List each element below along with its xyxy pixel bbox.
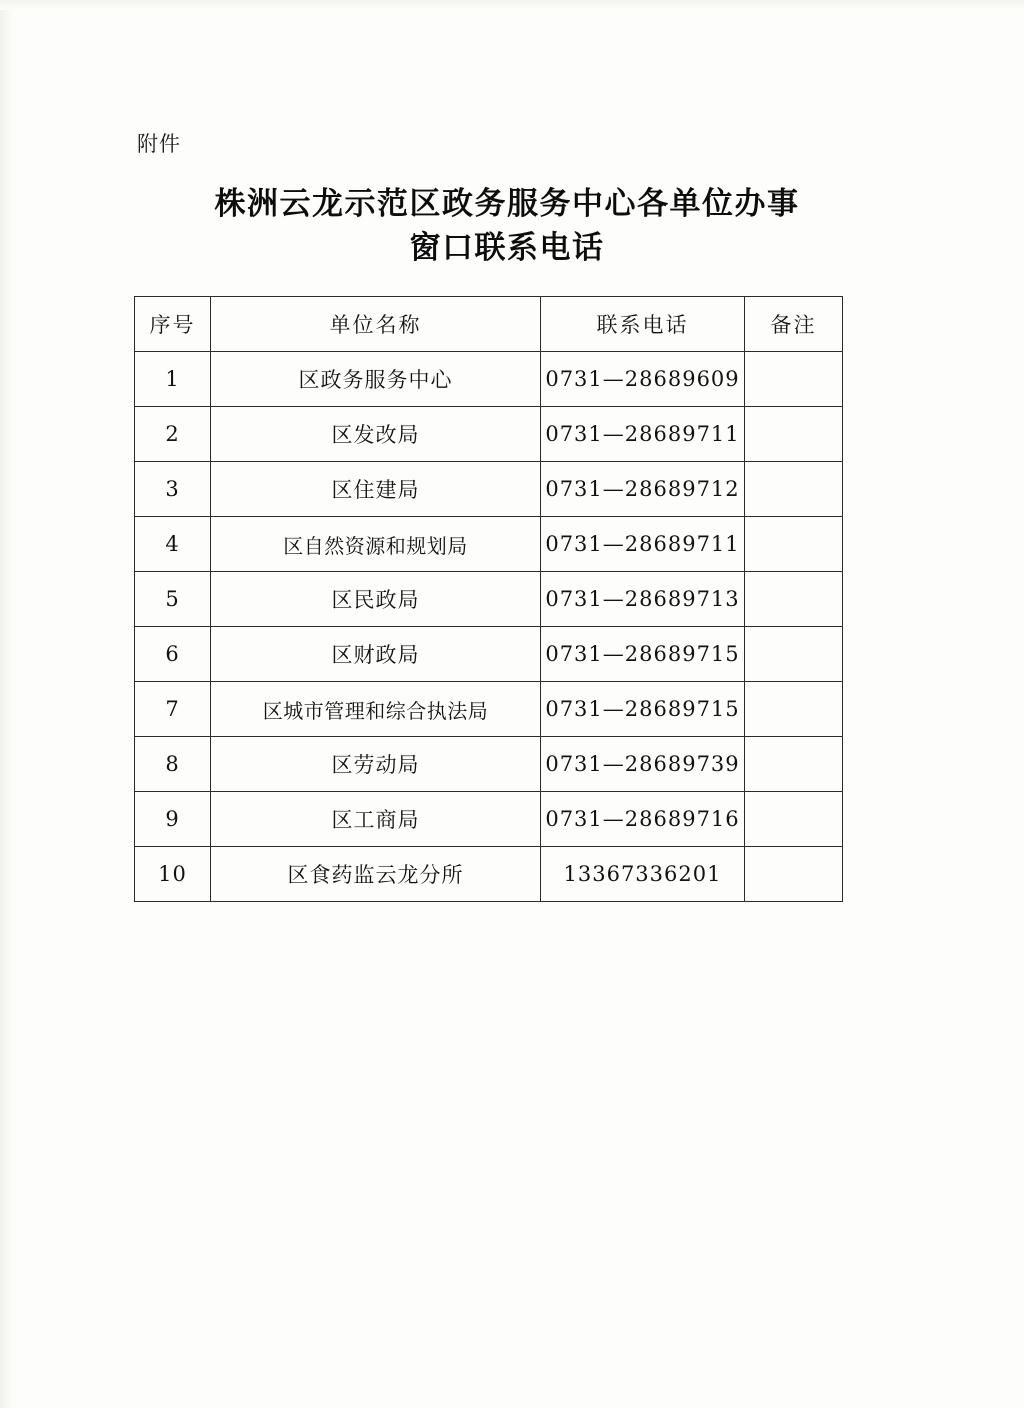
cell-note bbox=[745, 517, 843, 572]
table-row bbox=[135, 792, 843, 847]
scan-edge-top bbox=[0, 0, 1024, 10]
cell-note bbox=[745, 352, 843, 407]
column-header-index: 序号 bbox=[135, 297, 211, 352]
table-header bbox=[135, 297, 843, 352]
table-row bbox=[135, 352, 843, 407]
page-title-line-2: 窗口联系电话 bbox=[409, 230, 605, 267]
contact-table-container bbox=[134, 296, 842, 902]
cell-phone: 0731—28689711 bbox=[541, 407, 745, 462]
cell-index: 2 bbox=[135, 407, 211, 462]
cell-note bbox=[745, 847, 843, 902]
scan-edge-left bbox=[0, 0, 14, 1408]
cell-index: 10 bbox=[135, 847, 211, 902]
page-title bbox=[137, 182, 877, 270]
table-header-row bbox=[135, 297, 843, 352]
cell-phone: 0731—28689711 bbox=[541, 517, 745, 572]
cell-unit: 区政务服务中心 bbox=[211, 352, 541, 407]
table-body bbox=[135, 352, 843, 902]
column-header-unit: 单位名称 bbox=[211, 297, 541, 352]
cell-note bbox=[745, 572, 843, 627]
cell-index: 9 bbox=[135, 792, 211, 847]
cell-unit: 区民政局 bbox=[211, 572, 541, 627]
cell-index: 6 bbox=[135, 627, 211, 682]
cell-phone: 0731—28689716 bbox=[541, 792, 745, 847]
cell-phone: 0731—28689609 bbox=[541, 352, 745, 407]
cell-unit: 区住建局 bbox=[211, 462, 541, 517]
table-row bbox=[135, 462, 843, 517]
cell-index: 7 bbox=[135, 682, 211, 737]
cell-phone: 0731—28689715 bbox=[541, 682, 745, 737]
cell-phone: 13367336201 bbox=[541, 847, 745, 902]
table-row bbox=[135, 407, 843, 462]
table-row bbox=[135, 737, 843, 792]
cell-phone: 0731—28689712 bbox=[541, 462, 745, 517]
cell-note bbox=[745, 737, 843, 792]
cell-index: 3 bbox=[135, 462, 211, 517]
page-title-line-1: 株洲云龙示范区政务服务中心各单位办事 bbox=[214, 186, 800, 222]
table-row bbox=[135, 847, 843, 902]
cell-unit: 区工商局 bbox=[211, 792, 541, 847]
cell-note bbox=[745, 682, 843, 737]
table-row bbox=[135, 572, 843, 627]
cell-index: 5 bbox=[135, 572, 211, 627]
cell-note bbox=[745, 462, 843, 517]
cell-note bbox=[745, 792, 843, 847]
cell-unit: 区劳动局 bbox=[211, 737, 541, 792]
cell-phone: 0731—28689739 bbox=[541, 737, 745, 792]
column-header-phone: 联系电话 bbox=[541, 297, 745, 352]
cell-index: 1 bbox=[135, 352, 211, 407]
cell-index: 4 bbox=[135, 517, 211, 572]
cell-unit: 区自然资源和规划局 bbox=[211, 517, 541, 572]
attachment-label: 附件 bbox=[137, 132, 181, 156]
table-row bbox=[135, 682, 843, 737]
cell-phone: 0731—28689713 bbox=[541, 572, 745, 627]
table-row bbox=[135, 627, 843, 682]
cell-unit: 区财政局 bbox=[211, 627, 541, 682]
cell-note bbox=[745, 627, 843, 682]
cell-phone: 0731—28689715 bbox=[541, 627, 745, 682]
cell-unit: 区发改局 bbox=[211, 407, 541, 462]
contact-table bbox=[134, 296, 843, 902]
table-row bbox=[135, 517, 843, 572]
column-header-note: 备注 bbox=[745, 297, 843, 352]
cell-unit: 区城市管理和综合执法局 bbox=[211, 682, 541, 737]
cell-unit: 区食药监云龙分所 bbox=[211, 847, 541, 902]
cell-index: 8 bbox=[135, 737, 211, 792]
cell-note bbox=[745, 407, 843, 462]
